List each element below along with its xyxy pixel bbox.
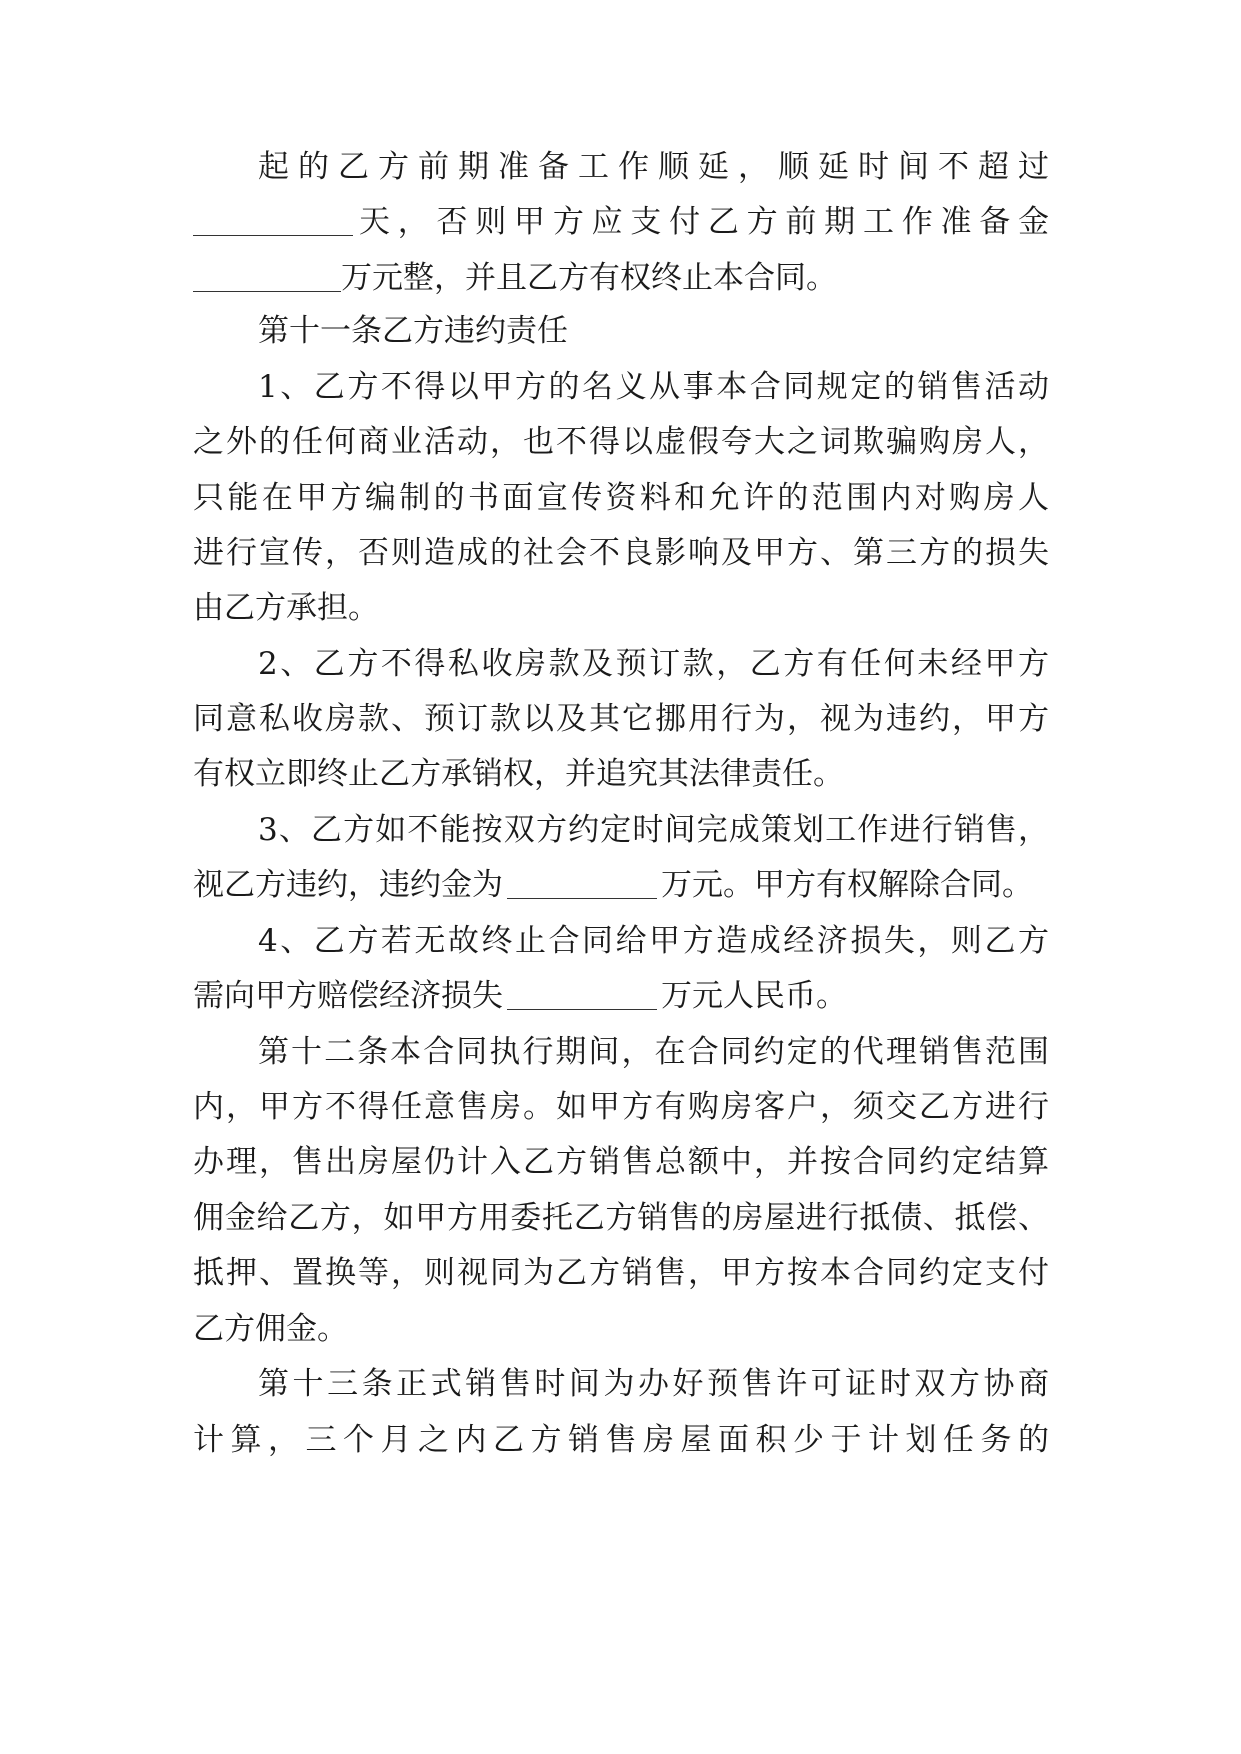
text-line <box>193 974 1049 1018</box>
text-run: 乙方佣金。 <box>193 1311 348 1347</box>
text-line <box>258 642 1049 686</box>
text-line <box>258 808 1049 852</box>
fill-blank <box>507 868 657 899</box>
text-run: 4、乙方若无故终止合同给甲方造成经济损失，则乙方 <box>258 923 1049 959</box>
text-line <box>193 256 1049 300</box>
text-line <box>193 863 1049 907</box>
text-run: 进行宣传，否则造成的社会不良影响及甲方、第三方的损失 <box>193 535 1049 571</box>
text-run: 视乙方违约，违约金为 <box>193 867 503 903</box>
text-run: 办理，售出房屋仍计入乙方销售总额中，并按合同约定结算 <box>193 1144 1049 1180</box>
text-line <box>258 365 1049 409</box>
text-run: 2、乙方不得私收房款及预订款，乙方有任何未经甲方 <box>258 646 1049 682</box>
text-run: 佣金给乙方，如甲方用委托乙方销售的房屋进行抵债、抵偿、 <box>193 1200 1049 1236</box>
text-run: 有权立即终止乙方承销权，并追究其法律责任。 <box>193 756 844 792</box>
text-line <box>193 697 1049 741</box>
text-run: 万元整，并且乙方有权终止本合同。 <box>341 260 837 296</box>
text-line <box>193 1251 1049 1295</box>
section-heading <box>258 309 1049 353</box>
text-run: 同意私收房款、预订款以及其它挪用行为，视为违约，甲方 <box>193 701 1049 737</box>
text-line <box>193 1140 1049 1184</box>
text-line <box>193 531 1049 575</box>
text-run: 计算，三个月之内乙方销售房屋面积少于计划任务的 <box>193 1422 1049 1458</box>
text-run: 由乙方承担。 <box>193 590 379 626</box>
text-line <box>193 1307 1049 1351</box>
text-line <box>258 1362 1049 1406</box>
text-line <box>193 586 1049 630</box>
text-run: 万元。甲方有权解除合同。 <box>661 867 1033 903</box>
text-line <box>258 1030 1049 1074</box>
text-run: 只能在甲方编制的书面宣传资料和允许的范围内对购房人 <box>193 480 1049 516</box>
fill-blank <box>193 205 353 236</box>
text-run: 抵押、置换等，则视同为乙方销售，甲方按本合同约定支付 <box>193 1255 1049 1291</box>
text-line <box>193 752 1049 796</box>
text-line <box>193 420 1049 464</box>
text-run: 万元人民币。 <box>661 978 847 1014</box>
text-line <box>193 476 1049 520</box>
text-run: 第十三条正式销售时间为办好预售许可证时双方协商 <box>258 1366 1049 1402</box>
text-line <box>193 1418 1049 1462</box>
text-run: 内，甲方不得任意售房。如甲方有购房客户，须交乙方进行 <box>193 1089 1049 1125</box>
text-run: 第十一条乙方违约责任 <box>258 313 568 349</box>
text-line <box>193 200 1049 244</box>
text-line <box>258 919 1049 963</box>
fill-blank <box>193 261 341 292</box>
text-run: 之外的任何商业活动，也不得以虚假夸大之词欺骗购房人， <box>193 424 1049 460</box>
fill-blank <box>507 979 657 1010</box>
text-line <box>193 1196 1049 1240</box>
text-run: 1、乙方不得以甲方的名义从事本合同规定的销售活动 <box>258 369 1049 405</box>
text-line <box>258 145 1049 189</box>
text-run: 3、乙方如不能按双方约定时间完成策划工作进行销售， <box>258 812 1049 848</box>
text-run: 需向甲方赔偿经济损失 <box>193 978 503 1014</box>
text-run: 第十二条本合同执行期间，在合同约定的代理销售范围 <box>258 1034 1049 1070</box>
text-run: 天，否则甲方应支付乙方前期工作准备金 <box>359 204 1049 240</box>
text-run: 起的乙方前期准备工作顺延，顺延时间不超过 <box>258 149 1049 185</box>
text-line <box>193 1085 1049 1129</box>
